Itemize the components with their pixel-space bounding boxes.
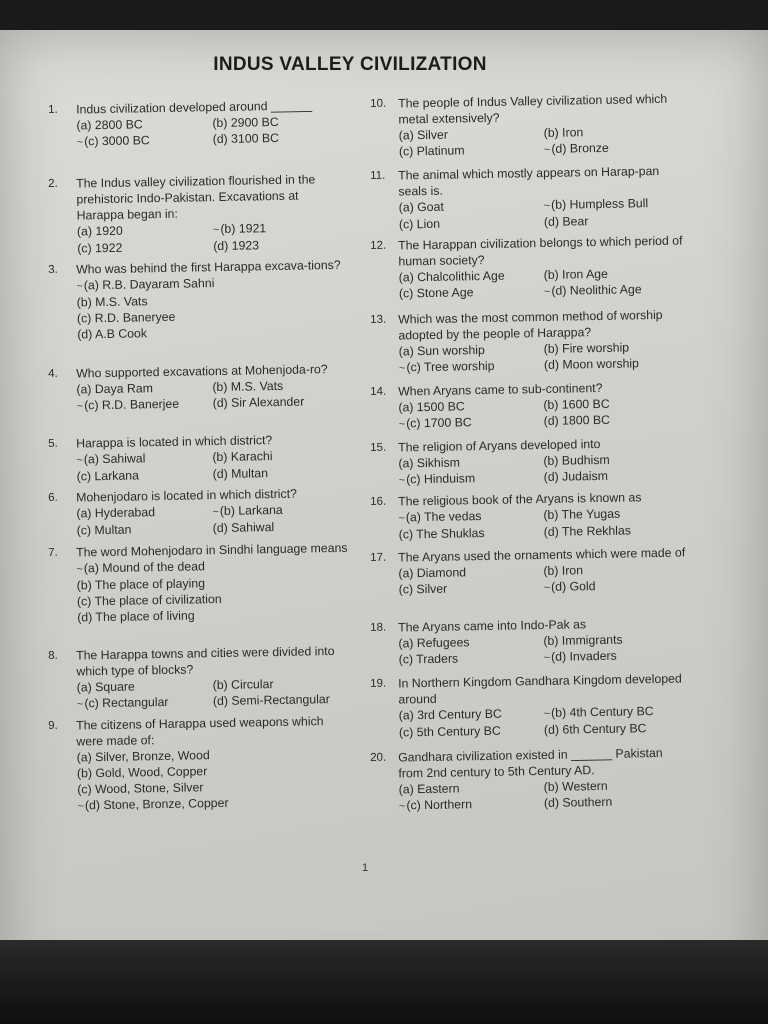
answer-tick-mark: ~: [543, 581, 551, 594]
option-label: (d) 6th Century BC: [543, 721, 647, 737]
option-d: [544, 792, 689, 812]
option-label: (b) Karachi: [212, 449, 273, 465]
option-label: (b) Iron Age: [543, 266, 609, 282]
option-d: [544, 354, 689, 374]
answer-tick-mark: ~: [543, 651, 551, 664]
option-d: [544, 521, 689, 540]
option-label: (d) 3100 BC: [212, 130, 280, 147]
option-label: (b) Budhism: [543, 452, 610, 468]
option-label: (c) 1700 BC: [406, 415, 472, 431]
question-text: Indus civilization developed around ______: [76, 98, 313, 117]
question-text: The animal which mostly appears on Harap-pan seals is.: [398, 163, 660, 199]
question-11: [370, 162, 689, 233]
question-1: [48, 97, 349, 151]
option-label: (a) Mound of the dead: [83, 559, 205, 576]
options: [398, 394, 689, 432]
answer-tick-mark: ~: [398, 362, 406, 375]
option-c: [399, 795, 544, 815]
option-label: (d) Stone, Bronze, Copper: [84, 795, 229, 813]
option-d: [544, 646, 689, 666]
option-label: (c) Wood, Stone, Silver: [77, 780, 204, 797]
question-text: The Aryans used the ornaments which were made of: [398, 545, 686, 565]
page-number: 1: [362, 862, 369, 874]
option-label: (a) Silver: [398, 127, 449, 143]
options: [398, 504, 689, 542]
answer-tick-mark: ~: [76, 400, 84, 413]
option-label: (a) Chalcolithic Age: [398, 268, 505, 285]
option-label: (a) Sikhism: [398, 455, 461, 471]
question-19: [370, 670, 689, 741]
option-d: [213, 691, 349, 710]
option-label: (b) The Yugas: [543, 506, 621, 522]
answer-tick-mark: ~: [543, 199, 551, 212]
question-number: 13.: [370, 313, 387, 326]
answer-tick-mark: ~: [398, 800, 406, 813]
question-number: 11.: [370, 169, 386, 182]
question-number: 18.: [370, 621, 387, 634]
question-15: [370, 434, 689, 489]
option-label: (b) Larkana: [219, 502, 283, 519]
options: [77, 219, 350, 257]
options: [76, 556, 349, 626]
option-label: (d) 1800 BC: [543, 412, 611, 428]
question-text: The religious book of the Aryans is known as: [398, 490, 642, 509]
option-d: [213, 464, 349, 482]
question-number: 19.: [370, 677, 387, 690]
question-number: 15.: [370, 441, 387, 454]
option-label: (c) Tree worship: [406, 358, 495, 375]
option-d: [544, 719, 689, 738]
question-number: 12.: [370, 239, 387, 252]
option-d: [544, 138, 689, 158]
option-label: (d) A.B Cook: [77, 326, 148, 342]
options: [399, 776, 690, 814]
question-number: 10.: [370, 97, 387, 110]
question-18: [370, 614, 689, 669]
question-number: 16.: [370, 495, 387, 508]
option-label: (d) 1923: [213, 238, 260, 254]
question-text: The Aryans came into Indo-Pak as: [398, 617, 587, 635]
option-label: (c) R.D. Baneryee: [76, 309, 176, 326]
option-label: (c) Hinduism: [406, 471, 476, 487]
option-c: [399, 722, 544, 741]
question-text: Mohenjodaro is located in which district?: [76, 486, 298, 505]
option-label: (b) M.S. Vats: [212, 378, 284, 395]
question-12: [370, 232, 689, 303]
question-text: Which was the most common method of worship adopted by the people of Harappa?: [398, 307, 663, 343]
option-label: (a) 1500 BC: [398, 399, 465, 415]
page-title: INDUS VALLEY CIVILIZATION: [213, 54, 487, 75]
question-number: 17.: [370, 551, 387, 564]
option-label: (c) Platinum: [398, 143, 465, 159]
answer-tick-mark: ~: [543, 143, 551, 156]
option-c: [399, 413, 544, 433]
options: [77, 745, 350, 815]
option-label: (d) Bear: [543, 214, 589, 229]
option-d: [544, 410, 689, 430]
question-6: [48, 485, 349, 539]
option-label: (b) The place of playing: [76, 576, 206, 593]
option-c: [399, 524, 544, 543]
option-label: (a) 3rd Century BC: [398, 706, 503, 723]
answer-tick-mark: ~: [398, 418, 406, 431]
options: [399, 264, 690, 302]
table-surface: [0, 940, 768, 1024]
question-13: [370, 306, 689, 377]
question-text: Gandhara civilization existed in ______ Pakistan from 2nd century to 5th Century AD.: [398, 745, 663, 781]
option-label: (d) Semi-Rectangular: [212, 692, 330, 709]
option-label: (c) Multan: [76, 522, 132, 538]
option-d: [544, 280, 689, 300]
option-label: (d) Multan: [212, 466, 269, 482]
option-label: (c) Rectangular: [84, 694, 169, 711]
answer-tick-mark: ~: [398, 512, 405, 525]
option-d: [544, 211, 689, 230]
option-label: (c) Northern: [406, 797, 473, 813]
option-label: (b) Fire worship: [543, 340, 630, 356]
options: [398, 560, 689, 598]
option-c: [77, 693, 213, 712]
options: [399, 194, 690, 232]
option-c: [399, 141, 544, 161]
question-17: [370, 544, 689, 599]
question-7: [48, 540, 349, 626]
option-label: (c) 3000 BC: [84, 133, 150, 149]
answer-tick-mark: ~: [543, 285, 551, 298]
question-3: [48, 257, 349, 343]
option-label: (d) The Rekhlas: [543, 523, 632, 539]
answer-tick-mark: ~: [76, 563, 83, 576]
option-label: (a) Eastern: [398, 781, 460, 797]
options: [398, 630, 689, 668]
option-label: (c) Lion: [398, 216, 441, 232]
option-label: (a) Goat: [398, 199, 444, 215]
option-d: [213, 236, 349, 254]
question-text: The citizens of Harappa used weapons which were made of:: [76, 714, 324, 749]
answer-tick-mark: ~: [76, 136, 84, 149]
option-label: (a) Sahiwal: [83, 451, 146, 467]
question-text: The people of Indus Valley civilization used which metal extensively?: [398, 91, 668, 127]
question-number: 1.: [48, 103, 58, 116]
option-label: (a) 1920: [76, 223, 123, 239]
option-label: (b) Circular: [212, 677, 274, 693]
question-number: 14.: [370, 385, 387, 398]
question-number: 3.: [48, 263, 58, 276]
question-4: [48, 361, 349, 415]
option-label: (b) Iron: [543, 563, 584, 578]
option-label: (b) 1600 BC: [543, 396, 610, 412]
option-label: (b) Iron: [543, 125, 584, 140]
answer-tick-mark: ~: [76, 280, 83, 293]
answer-tick-mark: ~: [76, 698, 84, 711]
question-number: 4.: [48, 367, 58, 380]
option-d: [544, 576, 689, 596]
option-c: [399, 649, 544, 669]
option-label: (c) 1922: [77, 240, 123, 256]
option-label: (c) The place of civilization: [76, 591, 222, 609]
answer-tick-mark: ~: [77, 800, 85, 813]
question-number: 5.: [48, 437, 58, 450]
question-number: 8.: [48, 649, 58, 662]
option-d: [213, 393, 349, 412]
options: [76, 501, 349, 539]
question-text: In Northern Kingdom Gandhara Kingdom developed around: [398, 671, 682, 707]
question-text: The Harappan civilization belongs to which period of human society?: [398, 233, 683, 269]
question-number: 2.: [48, 177, 58, 190]
option-label: (b) Western: [543, 778, 608, 794]
question-14: [370, 378, 689, 433]
options: [399, 702, 690, 740]
options: [76, 273, 349, 343]
option-c: [399, 469, 544, 489]
option-d: [213, 129, 349, 148]
option-label: (b) 2900 BC: [212, 114, 279, 131]
options: [399, 338, 690, 376]
question-number: 9.: [48, 719, 58, 732]
option-label: (b) M.S. Vats: [76, 294, 148, 310]
option-label: (d) Southern: [543, 794, 613, 810]
answer-tick-mark: ~: [398, 474, 406, 487]
options: [76, 113, 349, 151]
option-label: (d) Sahiwal: [212, 520, 275, 536]
option-label: (a) Silver, Bronze, Wood: [76, 748, 210, 765]
option-label: (c) Larkana: [76, 468, 140, 484]
option-label: (b) Immigrants: [543, 632, 623, 648]
option-label: (a) Sun worship: [398, 343, 485, 359]
question-text: Who was behind the first Harappa excava-tions?: [76, 257, 341, 277]
question-number: 6.: [48, 491, 58, 504]
option-label: (b) 4th Century BC: [550, 704, 654, 720]
option-label: (a) Diamond: [398, 565, 467, 581]
option-d: [213, 518, 349, 536]
option-c: [77, 395, 213, 414]
option-label: (b) Humpless Bull: [550, 196, 649, 212]
options: [398, 450, 689, 488]
option-label: (a) 2800 BC: [76, 117, 143, 133]
option-c: [77, 520, 213, 538]
option-label: (a) Daya Ram: [76, 381, 154, 397]
question-number: 20.: [370, 751, 387, 764]
option-label: (a) Hyderabad: [76, 505, 156, 521]
option-label: (a) Square: [76, 679, 135, 695]
question-8: [48, 643, 349, 713]
option-label: (c) 5th Century BC: [398, 723, 501, 740]
option-label: (d) Neolithic Age: [551, 282, 642, 298]
question-16: [370, 488, 689, 543]
options: [76, 447, 349, 485]
option-label: (c) Silver: [398, 581, 448, 597]
question-text: The Harappa towns and cities were divided into which type of blocks?: [76, 644, 335, 679]
question-text: The word Mohenjodaro in Sindhi language means: [76, 540, 348, 560]
option-label: (a) The vedas: [405, 509, 482, 525]
options: [77, 675, 350, 713]
option-label: (c) The Shuklas: [398, 526, 485, 542]
answer-tick-mark: ~: [212, 224, 220, 237]
option-label: (a) R.B. Dayaram Sahni: [83, 276, 215, 293]
option-label: (d) Invaders: [550, 648, 617, 664]
option-c: [399, 579, 544, 599]
option-label: (d) Judaism: [543, 468, 609, 484]
question-text: Harappa is located in which district?: [76, 433, 273, 451]
option-label: (d) Moon worship: [543, 356, 640, 372]
answer-tick-mark: ~: [76, 454, 83, 467]
option-c: [399, 214, 544, 233]
option-label: (c) Traders: [398, 651, 459, 667]
option-label: (b) Gold, Wood, Copper: [76, 764, 208, 781]
answer-tick-mark: ~: [543, 707, 551, 720]
option-label: (d) Gold: [550, 579, 596, 594]
option-label: (d) The place of living: [77, 608, 195, 625]
question-text: The Indus valley civilization flourished in the prehistoric Indo-Pakistan. Excavations at Harappa began in:: [76, 172, 316, 223]
question-text: When Aryans came to sub-continent?: [398, 380, 603, 399]
question-9: [48, 713, 350, 815]
option-c: [399, 357, 544, 377]
option-label: (d) Bronze: [551, 140, 609, 156]
option-c: [77, 131, 213, 150]
options: [76, 377, 349, 415]
option-c: [77, 466, 213, 484]
option-label: (a) Refugees: [398, 635, 470, 651]
option-label: (c) Stone Age: [398, 285, 474, 301]
question-number: 7.: [48, 546, 58, 559]
answer-tick-mark: ~: [212, 506, 219, 519]
option-c: [77, 238, 213, 256]
option-d: [544, 466, 689, 486]
option-c: [399, 283, 544, 303]
option-label: (c) R.D. Banerjee: [84, 396, 180, 413]
question-text: Who supported excavations at Mohenjoda-ro?: [76, 362, 328, 381]
question-2: [48, 171, 349, 257]
question-5: [48, 431, 349, 485]
question-10: [370, 90, 689, 161]
option-label: (b) 1921: [220, 221, 267, 236]
question-20: [370, 744, 689, 815]
question-text: The religion of Aryans developed into: [398, 436, 601, 455]
options: [399, 122, 690, 160]
option-label: (d) Sir Alexander: [212, 394, 305, 411]
